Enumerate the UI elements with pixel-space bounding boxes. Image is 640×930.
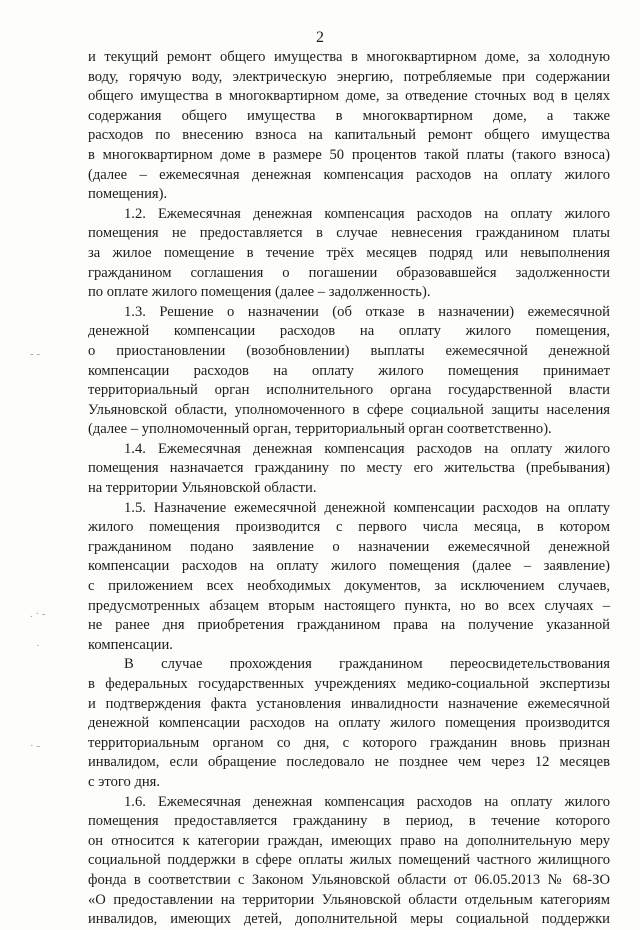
text-line: помещения предоставляется гражданину в период, в течение которого <box>88 813 610 830</box>
text-line: В случае прохождения гражданином переосвидетельствования <box>124 656 610 673</box>
text-line: в многоквартирном доме в размере 50 процентов такой платы (такого взноса) <box>88 146 610 163</box>
text-line: гражданином подано заявление о назначении ежемесячной денежной <box>88 538 610 555</box>
text-line: (далее – ежемесячная денежная компенсация расходов на оплату жилого <box>88 166 610 183</box>
page-number: 2 <box>316 29 324 46</box>
document-body <box>88 48 610 930</box>
text-line: территориальный орган исполнительного органа государственной власти <box>88 382 610 399</box>
text-line: и подтверждения факта установления инвалидности назначение ежемесячной <box>88 695 610 712</box>
text-line: инвалидом, если обращение последовало не позднее чем через 12 месяцев <box>88 754 610 771</box>
text-line: 1.2. Ежемесячная денежная компенсация расходов на оплату жилого <box>124 205 610 222</box>
text-line: помещения). <box>88 186 168 203</box>
text-line: «О предоставлении на территории Ульяновской области отдельным категориям <box>88 891 610 908</box>
text-line: в федеральных государственных учреждениях медико-социальной экспертизы <box>88 676 610 692</box>
text-line: социальной поддержки в сфере оплаты жилых помещений частного жилищного <box>88 852 610 869</box>
text-line: с приложением всех необходимых документов, за исключением случаев, <box>88 578 610 595</box>
text-line: фонда в соответствии с Законом Ульяновской области от 06.05.2013 № 68-ЗО <box>88 871 610 888</box>
text-line: жилого помещения производится с первого числа месяца, в котором <box>88 519 610 536</box>
text-line: компенсации. <box>88 636 173 653</box>
text-line: не ранее дня приобретения гражданином права на получение указанной <box>88 617 610 634</box>
text-line: и текущий ремонт общего имущества в многоквартирном доме, за холодную <box>88 49 610 65</box>
text-line: по оплате жилого помещения (далее – задолженность). <box>88 284 431 301</box>
text-line: общего имущества в многоквартирном доме, за отведение сточных вод в целях <box>88 88 610 105</box>
text-line: 1.6. Ежемесячная денежная компенсация расходов на оплату жилого <box>124 793 610 810</box>
text-line: инвалидов, имеющих детей, дополнительной меры социальной поддержки <box>88 911 610 928</box>
text-line: расходов по внесению взноса на капитальный ремонт общего имущества <box>88 127 610 144</box>
text-line: гражданином соглашения о погашении образовавшейся задолженности <box>88 264 610 281</box>
text-line: помещения назначается гражданину по месту его жительства (пребывания) <box>88 460 610 477</box>
text-line: 1.3. Решение о назначении (об отказе в назначении) ежемесячной <box>124 303 610 320</box>
text-line: помещения не предоставляется в случае невнесения гражданином платы <box>88 225 610 242</box>
text-line: на территории Ульяновской области. <box>88 480 317 497</box>
text-line: компенсации расходов на оплату жилого помещения (далее – заявление) <box>88 558 610 575</box>
text-line: компенсации расходов на оплату жилого помещения принимает <box>88 362 610 379</box>
text-line: 1.5. Назначение ежемесячной денежной компенсации расходов на оплату <box>124 499 610 516</box>
text-line: территориальным органом со дня, с которого гражданин вновь признан <box>88 734 610 751</box>
text-line: воду, горячую воду, электрическую энергию, потребляемые при содержании <box>88 68 610 85</box>
text-line: Ульяновской области, уполномоченного в сфере социальной защиты населения <box>88 401 610 418</box>
text-line: он относится к категории граждан, имеющих право на дополнительную меру <box>88 832 610 849</box>
text-line: содержания общего имущества в многоквартирном доме, а также <box>88 107 610 124</box>
text-line: денежной компенсации расходов на оплату жилого помещения производится <box>88 715 610 732</box>
text-line: (далее – уполномоченный орган, территориальный орган соответственно). <box>88 421 552 438</box>
text-line: за жилое помещение в течение трёх месяцев подряд или невыполнения <box>88 244 610 261</box>
margin-scan-mark: · - <box>30 740 41 752</box>
margin-scan-mark: - - <box>30 348 41 360</box>
margin-scan-mark: · <box>36 640 40 652</box>
text-line: с этого дня. <box>88 773 161 790</box>
text-line: денежной компенсации расходов на оплату жилого помещения, <box>88 323 610 340</box>
margin-scan-mark: . · - <box>30 608 46 620</box>
text-line: о приостановлении (возобновлении) выплаты ежемесячной денежной <box>88 342 610 359</box>
text-line: 1.4. Ежемесячная денежная компенсация расходов на оплату жилого <box>124 440 610 457</box>
text-line: предусмотренных абзацем вторым настоящего пункта, но во всех случаях – <box>88 597 610 614</box>
